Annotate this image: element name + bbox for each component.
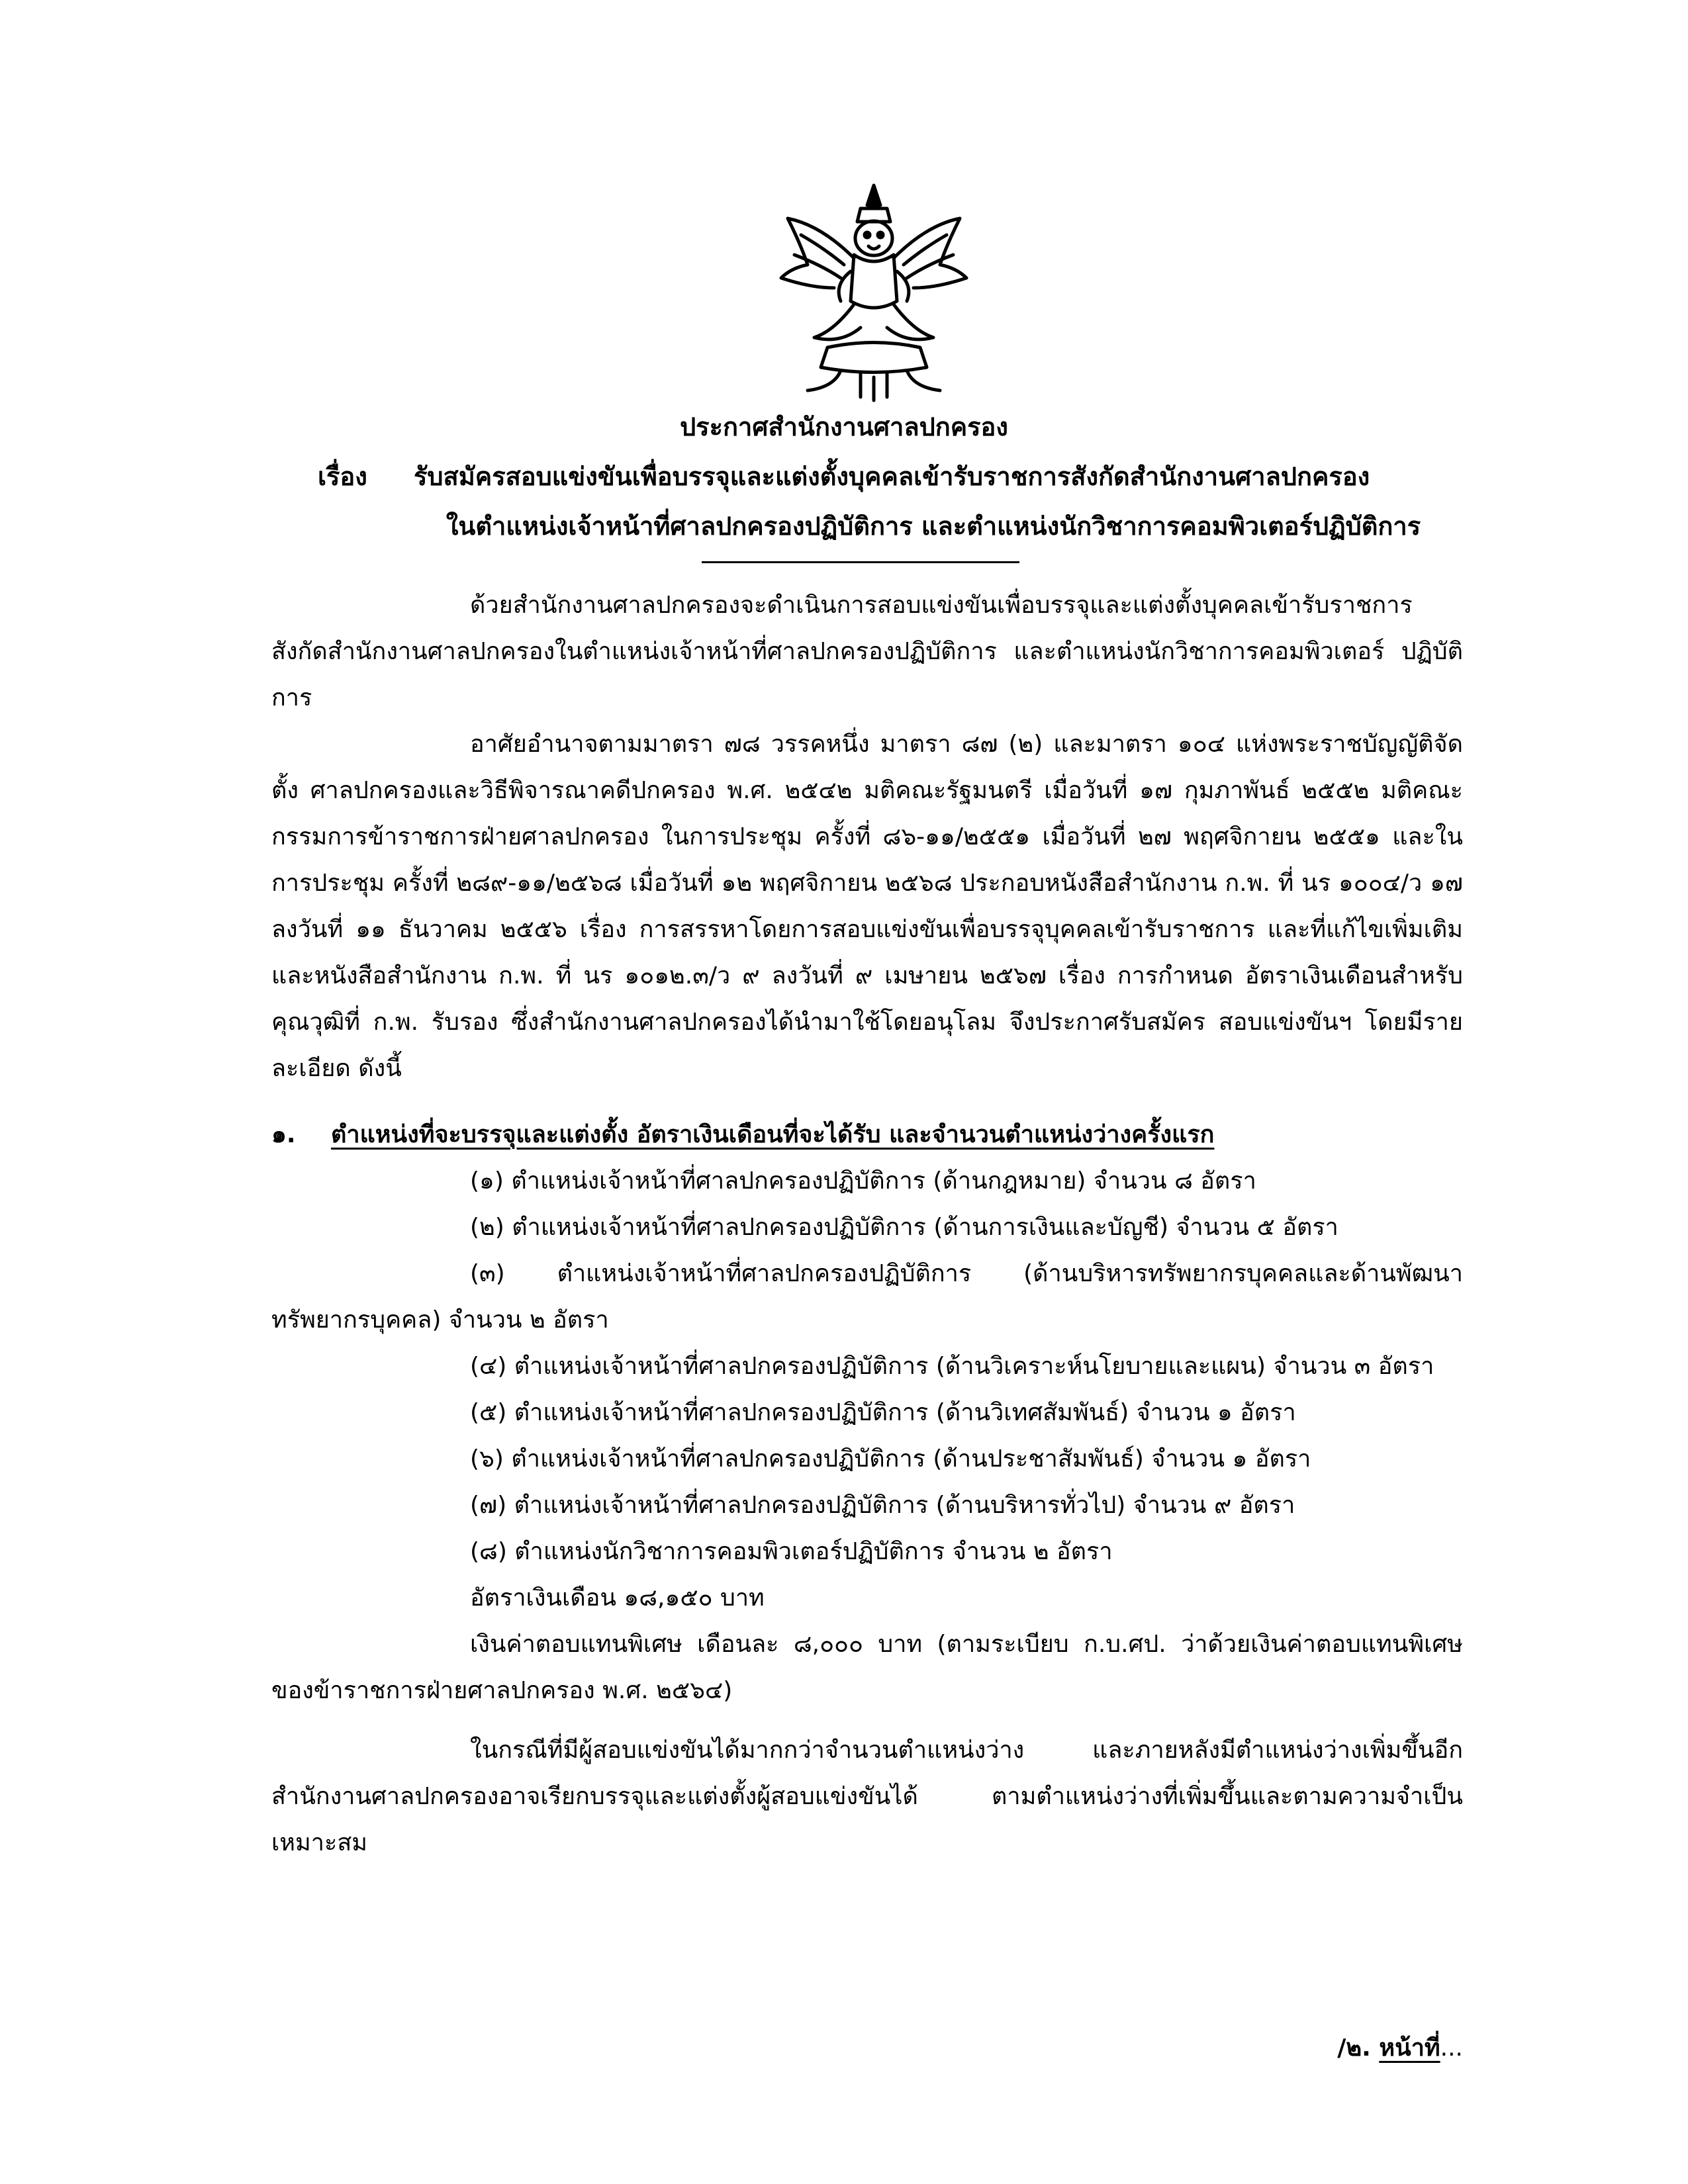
- special-allowance: เงินค่าตอบแทนพิเศษ เดือนละ ๘,๐๐๐ บาท (ตามระเบียบ ก.บ.ศป. ว่าด้วยเงินค่าตอบแทนพิเศษ ของข้าราชการฝ่ายศาลปกครอง พ.ศ. ๒๕๖๔): [271, 1631, 1463, 1704]
- authority-paragraph: อาศัยอำนาจตามมาตรา ๗๘ วรรคหนึ่ง มาตรา ๘๗ (๒) และมาตรา ๑๐๔ แห่งพระราชบัญญัติจัดตั้ง ศาลปกครองและวิธีพิจารณาคดีปกครอง พ.ศ. ๒๕๔๒ มติคณะรัฐมนตรี เมื่อวันที่ ๑๗ กุมภาพันธ์ ๒๕๕๒ มติคณะกรรมการข้าราชการฝ่ายศาลปกครอง ในการประชุม ครั้งที่ ๘๖-๑๑/๒๕๕๑ เมื่อวันที่ ๒๗ พฤศจิกายน ๒๕๕๑ และในการประชุม ครั้งที่ ๒๘๙-๑๑/๒๕๖๘ เมื่อวันที่ ๑๒ พฤศจิกายน ๒๕๖๘ ประกอบหนังสือสำนักงาน ก.พ. ที่ นร ๑๐๐๔/ว ๑๗ ลงวันที่ ๑๑ ธันวาคม ๒๕๕๖ เรื่อง การสรรหาโดยการสอบแข่งขันเพื่อบรรจุบุคคลเข้ารับราชการ และที่แก้ไขเพิ่มเติม และหนังสือสำนักงาน ก.พ. ที่ นร ๑๐๑๒.๓/ว ๙ ลงวันที่ ๙ เมษายน ๒๕๖๗ เรื่อง การกำหนด อัตราเงินเดือนสำหรับคุณวุฒิที่ ก.พ. รับรอง ซึ่งสำนักงานศาลปกครองได้นำมาใช้โดยอนุโลม จึงประกาศรับสมัคร สอบแข่งขันฯ โดยมีรายละเอียด ดังนี้: [271, 731, 1463, 1082]
- vacancy-note: ในกรณีที่มีผู้สอบแข่งขันได้มากกว่าจำนวนตำแหน่งว่าง และภายหลังมีตำแหน่งว่างเพิ่มขึ้นอีก สำนักงานศาลปกครองอาจเรียกบรรจุและแต่งตั้งผู้สอบแข่งขันได้ ตามตำแหน่งว่างที่เพิ่มขึ้นและตามความจำเป็น เหมาะสม: [271, 1737, 1463, 1856]
- garuda-emblem-icon: [761, 179, 986, 404]
- position-item-4: (๔) ตำแหน่งเจ้าหน้าที่ศาลปกครองปฏิบัติการ (ด้านวิเคราะห์นโยบายและแผน) จำนวน ๓ อัตรา: [470, 1353, 1434, 1380]
- position-item-7: (๗) ตำแหน่งเจ้าหน้าที่ศาลปกครองปฏิบัติการ (ด้านบริหารทั่วไป) จำนวน ๙ อัตรา: [470, 1492, 1295, 1519]
- position-item-5: (๕) ตำแหน่งเจ้าหน้าที่ศาลปกครองปฏิบัติการ (ด้านวิเทศสัมพันธ์) จำนวน ๑ อัตรา: [470, 1399, 1296, 1426]
- position-item-2: (๒) ตำแหน่งเจ้าหน้าที่ศาลปกครองปฏิบัติการ (ด้านการเงินและบัญชี) จำนวน ๕ อัตรา: [470, 1214, 1338, 1241]
- subject-line-1: รับสมัครสอบแข่งขันเพื่อบรรจุและแต่งตั้งบุคคลเข้ารับราชการสังกัดสำนักงานศาลปกครอง: [414, 462, 1370, 491]
- position-item-3: (๓) ตำแหน่งเจ้าหน้าที่ศาลปกครองปฏิบัติการ (ด้านบริหารทรัพยากรบุคคลและด้านพัฒนา ทรัพยากรบุคคล) จำนวน ๒ อัตรา: [271, 1260, 1463, 1334]
- announcement-title: ประกาศสำนักงานศาลปกครอง: [680, 412, 1008, 441]
- section-1-heading: [271, 1112, 1463, 1158]
- continuation-ellipsis: ...: [1440, 2034, 1463, 2062]
- salary-rate: อัตราเงินเดือน ๑๘,๑๕๐ บาท: [470, 1584, 765, 1612]
- section-1-number: ๑.: [271, 1121, 296, 1148]
- continuation-next: หน้าที่: [1379, 2034, 1440, 2062]
- position-item-8: (๘) ตำแหน่งนักวิชาการคอมพิวเตอร์ปฏิบัติการ จำนวน ๒ อัตรา: [470, 1538, 1113, 1565]
- position-item-1: (๑) ตำแหน่งเจ้าหน้าที่ศาลปกครองปฏิบัติการ (ด้านกฎหมาย) จำนวน ๘ อัตรา: [470, 1167, 1256, 1195]
- section-1-title: ตำแหน่งที่จะบรรจุและแต่งตั้ง อัตราเงินเดือนที่จะได้รับ และจำนวนตำแหน่งว่างครั้งแรก: [331, 1121, 1215, 1148]
- intro-paragraph: ด้วยสำนักงานศาลปกครองจะดำเนินการสอบแข่งขันเพื่อบรรจุและแต่งตั้งบุคคลเข้ารับราชการ สังกัดสำนักงานศาลปกครองในตำแหน่งเจ้าหน้าที่ศาลปกครองปฏิบัติการ และตำแหน่งนักวิชาการคอมพิวเตอร์ ปฏิบัติการ: [271, 592, 1463, 711]
- subject-line-2: ในตำแหน่งเจ้าหน้าที่ศาลปกครองปฏิบัติการ และตำแหน่งนักวิชาการคอมพิวเตอร์ปฏิบัติการ: [445, 512, 1421, 541]
- continuation-prefix: /๒.: [1337, 2034, 1371, 2062]
- subject-label: เรื่อง: [318, 462, 367, 491]
- title-divider: [702, 561, 1019, 563]
- page-continuation: [1337, 2025, 1463, 2071]
- position-item-6: (๖) ตำแหน่งเจ้าหน้าที่ศาลปกครองปฏิบัติการ (ด้านประชาสัมพันธ์) จำนวน ๑ อัตรา: [470, 1445, 1311, 1473]
